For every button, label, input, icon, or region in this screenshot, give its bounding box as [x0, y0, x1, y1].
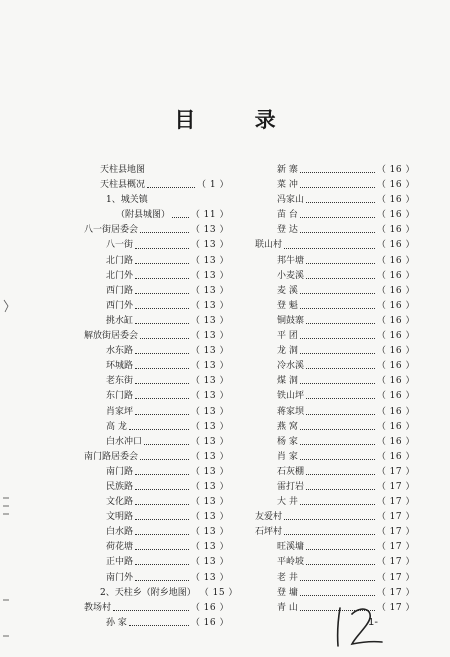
- toc-entry-label: 南门路: [106, 466, 134, 477]
- toc-entry: [255, 223, 415, 238]
- toc-entry-page: （ 13 ）: [190, 240, 229, 251]
- toc-entry: [84, 525, 229, 540]
- dot-leader: [135, 534, 189, 535]
- dot-leader: [172, 217, 189, 218]
- toc-entry: [255, 374, 415, 389]
- toc-entry-label: 冯家山: [277, 195, 305, 206]
- toc-entry-page: （ 17 ）: [376, 527, 415, 538]
- toc-entry-page: （ 16 ）: [376, 315, 415, 326]
- toc-entry-label: 铜鼓寨: [277, 315, 305, 326]
- toc-entry: [255, 178, 415, 193]
- dot-leader: [135, 248, 189, 249]
- toc-entry-label: 登 达: [277, 225, 298, 236]
- toc-entry-page: （ 16 ）: [190, 617, 229, 628]
- toc-entry-page: （ 13 ）: [190, 481, 229, 492]
- toc-entry: [84, 480, 229, 495]
- dot-leader: [135, 293, 189, 294]
- toc-entry: [255, 254, 415, 269]
- dot-leader: [300, 293, 375, 294]
- toc-entry-page: （ 16 ）: [376, 240, 415, 251]
- toc-entry-label: 蒋家坝: [277, 406, 305, 417]
- toc-entry-label: 铁山坪: [277, 391, 305, 402]
- toc-entry: [255, 405, 415, 420]
- toc-entry-label: 北门路: [106, 255, 134, 266]
- toc-entry-label: 燕 窝: [277, 421, 298, 432]
- toc-entry: [84, 163, 229, 178]
- dot-leader: [306, 474, 375, 475]
- dot-leader: [113, 610, 189, 611]
- toc-entry: [84, 344, 229, 359]
- toc-entry: [84, 193, 229, 208]
- toc-entry: [84, 601, 229, 616]
- toc-entry-page: （ 16 ）: [376, 331, 415, 342]
- toc-entry-label: 南门路居委会: [84, 451, 139, 462]
- dot-leader: [135, 414, 189, 415]
- toc-entry-page: （ 17 ）: [376, 557, 415, 568]
- toc-entry-page: （ 13 ）: [190, 466, 229, 477]
- toc-entry-label: 联山村: [255, 240, 283, 251]
- toc-entry-label: 龙 洞: [277, 346, 298, 357]
- dot-leader: [300, 459, 375, 460]
- toc-entry-page: （ 16 ）: [376, 195, 415, 206]
- toc-entry-label: 小麦溪: [277, 270, 305, 281]
- toc-entry-label: 旺溪墉: [277, 542, 305, 553]
- dot-leader: [135, 353, 189, 354]
- toc-entry: [255, 193, 415, 208]
- toc-entry: [255, 465, 415, 480]
- toc-entry: [255, 495, 415, 510]
- dot-leader: [300, 383, 375, 384]
- toc-entry-label: 高 龙: [106, 421, 127, 432]
- toc-entry: [84, 616, 229, 631]
- toc-entry: [84, 314, 229, 329]
- toc-entry: [255, 510, 415, 525]
- toc-entry-label: 孙 家: [106, 617, 127, 628]
- toc-entry: [255, 329, 415, 344]
- toc-entry-page: （ 16 ）: [376, 210, 415, 221]
- toc-entry-label: 青 山: [277, 602, 298, 613]
- toc-entry-page: （ 13 ）: [190, 512, 229, 523]
- dot-leader: [306, 549, 375, 550]
- dot-leader: [135, 564, 189, 565]
- toc-entry: [255, 344, 415, 359]
- dot-leader: [135, 504, 189, 505]
- toc-entry-page: （ 13 ）: [190, 376, 229, 387]
- dot-leader: [135, 489, 189, 490]
- dot-leader: [300, 504, 375, 505]
- toc-entry-page: （ 11 ）: [190, 210, 229, 221]
- toc-entry-label: 北门外: [106, 270, 134, 281]
- dot-leader: [284, 534, 375, 535]
- dot-leader: [306, 278, 375, 279]
- toc-entry: [255, 208, 415, 223]
- toc-entry: [255, 284, 415, 299]
- dot-leader: [135, 549, 189, 550]
- toc-entry-label: 友爱村: [255, 512, 283, 523]
- toc-entry: [255, 480, 415, 495]
- toc-entry-label: 文化路: [106, 497, 134, 508]
- dot-leader: [135, 383, 189, 384]
- toc-entry: [84, 269, 229, 284]
- toc-entry-page: （ 13 ）: [190, 361, 229, 372]
- toc-entry: [84, 359, 229, 374]
- page-title: 目 录: [174, 107, 302, 132]
- toc-entry: [255, 555, 415, 570]
- toc-entry-page: （ 13 ）: [190, 527, 229, 538]
- toc-entry-page: （ 13 ）: [190, 406, 229, 417]
- toc-entry-label: 登 墉: [277, 587, 298, 598]
- toc-entry-label: 白水路: [106, 527, 134, 538]
- toc-entry-label: 八一街居委会: [84, 225, 139, 236]
- toc-entry-page: （ 13 ）: [190, 225, 229, 236]
- dot-leader: [300, 338, 375, 339]
- toc-entry-page: （ 13 ）: [190, 436, 229, 447]
- toc-entry: [255, 238, 415, 253]
- toc-entry-label: 民族路: [106, 481, 134, 492]
- toc-entry-page: （ 13 ）: [190, 285, 229, 296]
- toc-entry: [84, 571, 229, 586]
- dot-leader: [300, 187, 375, 188]
- toc-entry: [255, 435, 415, 450]
- toc-entry: [255, 359, 415, 374]
- toc-entry-label: 解放街居委会: [84, 331, 139, 342]
- toc-entry: [84, 405, 229, 420]
- toc-entry-page: （ 17 ）: [376, 481, 415, 492]
- dot-leader: [300, 444, 375, 445]
- dot-leader: [300, 429, 375, 430]
- toc-entry-label: 挑水缸: [106, 315, 134, 326]
- toc-entry-label: （附县城图）: [116, 210, 171, 221]
- toc-entry: [255, 299, 415, 314]
- dot-leader: [300, 353, 375, 354]
- toc-entry-label: 麦 溪: [277, 285, 298, 296]
- dot-leader: [306, 368, 375, 369]
- toc-entry-label: 环城路: [106, 361, 134, 372]
- toc-entry: [84, 495, 229, 510]
- toc-entry-label: 荷花塘: [106, 542, 134, 553]
- toc-entry: [84, 389, 229, 404]
- dot-leader: [135, 308, 189, 309]
- toc-entry: [84, 299, 229, 314]
- toc-entry-page: （ 13 ）: [190, 542, 229, 553]
- dot-leader: [140, 459, 189, 460]
- dot-leader: [306, 202, 375, 203]
- toc-entry-page: （ 16 ）: [376, 285, 415, 296]
- dot-leader: [300, 595, 375, 596]
- toc-entry-page: （ 17 ）: [376, 602, 415, 613]
- toc-entry-label: 菜 冲: [277, 180, 298, 191]
- toc-entry: [84, 540, 229, 555]
- toc-entry-page: （ 13 ）: [190, 331, 229, 342]
- toc-entry: [84, 208, 229, 223]
- toc-entry-page: （ 13 ）: [190, 255, 229, 266]
- dot-leader: [144, 444, 189, 445]
- toc-entry: [255, 571, 415, 586]
- toc-entry-page: （ 13 ）: [190, 451, 229, 462]
- dot-leader: [135, 398, 189, 399]
- toc-entry: [255, 540, 415, 555]
- toc-entry-label: 白水冲口: [106, 436, 143, 447]
- toc-entry: [255, 389, 415, 404]
- toc-entry-page: （ 16 ）: [376, 406, 415, 417]
- dot-leader: [135, 323, 189, 324]
- toc-entry: [255, 450, 415, 465]
- toc-entry-page: （ 13 ）: [190, 346, 229, 357]
- toc-entry-page: （ 17 ）: [376, 587, 415, 598]
- toc-left-column: [84, 163, 238, 631]
- toc-entry-label: 西门路: [106, 285, 134, 296]
- toc-entry: [84, 374, 229, 389]
- dot-leader: [300, 308, 375, 309]
- toc-entry: [255, 420, 415, 435]
- dot-leader: [306, 398, 375, 399]
- dot-leader: [140, 338, 189, 339]
- toc-entry: [84, 420, 229, 435]
- toc-entry-page: （ 16 ）: [376, 346, 415, 357]
- toc-entry: [84, 450, 229, 465]
- toc-entry-label: 肖 家: [277, 451, 298, 462]
- toc-entry-page: （ 16 ）: [376, 225, 415, 236]
- toc-entry-label: 平岭坡: [277, 557, 305, 568]
- dot-leader: [300, 580, 375, 581]
- toc-entry-label: 天柱县地图: [100, 165, 146, 175]
- toc-entry-label: 登 魁: [277, 300, 298, 311]
- toc-entry-label: 文明路: [106, 512, 134, 523]
- toc-entry: [84, 254, 229, 269]
- toc-entry-label: 南门外: [106, 572, 134, 583]
- toc-entry-label: 煤 洞: [277, 376, 298, 387]
- toc-entry-label: 新 寨: [277, 165, 298, 175]
- dot-leader: [306, 263, 375, 264]
- toc-entry-page: （ 15 ）: [199, 587, 238, 598]
- toc-entry: [84, 435, 229, 450]
- toc-entry-label: 肖家坪: [106, 406, 134, 417]
- toc-entry-label: 2、天柱乡（附乡地图）: [100, 587, 196, 598]
- toc-entry-label: 正中路: [106, 557, 134, 568]
- toc-entry-label: 东门路: [106, 391, 134, 402]
- toc-entry-page: （ 17 ）: [376, 542, 415, 553]
- toc-entry-page: （ 16 ）: [376, 421, 415, 432]
- dot-leader: [300, 232, 375, 233]
- dot-leader: [284, 519, 375, 520]
- toc-entry: [84, 238, 229, 253]
- toc-entry-label: 石灰棚: [277, 466, 305, 477]
- toc-entry-page: （ 13 ）: [190, 270, 229, 281]
- toc-entry: [84, 510, 229, 525]
- dot-leader: [306, 564, 375, 565]
- dot-leader: [135, 580, 189, 581]
- dot-leader: [129, 429, 189, 430]
- toc-entry-label: 杨 家: [277, 436, 298, 447]
- toc-entry-label: 西门外: [106, 300, 134, 311]
- toc-entry: [255, 163, 415, 178]
- toc-entry-page: （ 13 ）: [190, 497, 229, 508]
- toc-entry-page: （ 16 ）: [376, 436, 415, 447]
- toc-entry-page: （ 16 ）: [376, 451, 415, 462]
- toc-entry-label: 雷打岩: [277, 481, 305, 492]
- toc-entry-page: （ 16 ）: [376, 255, 415, 266]
- toc-entry-page: （ 13 ）: [190, 572, 229, 583]
- toc-entry: [255, 314, 415, 329]
- dot-leader: [300, 172, 375, 173]
- dot-leader: [306, 414, 375, 415]
- toc-entry-page: （ 1 ）: [197, 180, 229, 191]
- dot-leader: [135, 519, 189, 520]
- toc-entry-label: 苗 台: [277, 210, 298, 221]
- toc-entry-label: 邦牛塘: [277, 255, 305, 266]
- toc-entry-page: （ 13 ）: [190, 315, 229, 326]
- toc-entry: [84, 284, 229, 299]
- toc-entry-page: （ 13 ）: [190, 300, 229, 311]
- dot-leader: [135, 263, 189, 264]
- dot-leader: [135, 278, 189, 279]
- toc-entry-page: （ 17 ）: [376, 512, 415, 523]
- toc-entry: [84, 178, 229, 193]
- toc-entry-page: （ 16 ）: [376, 270, 415, 281]
- toc-entry-label: 天柱县概况: [100, 180, 146, 191]
- toc-entry-page: （ 16 ）: [376, 165, 415, 175]
- dot-leader: [306, 323, 375, 324]
- handwritten-page-mark: [330, 600, 390, 650]
- toc-entry-page: （ 17 ）: [376, 572, 415, 583]
- dot-leader: [140, 232, 189, 233]
- toc-entry-label: 老东街: [106, 376, 134, 387]
- toc-right-column: [255, 163, 415, 616]
- toc-entry: [255, 586, 415, 601]
- toc-entry: [84, 223, 229, 238]
- toc-entry-label: 水东路: [106, 346, 134, 357]
- dot-leader: [300, 217, 375, 218]
- toc-entry-label: 大 井: [277, 497, 298, 508]
- toc-entry: [84, 329, 229, 344]
- binding-edge-marks: [0, 0, 12, 657]
- toc-entry-page: （ 16 ）: [376, 376, 415, 387]
- toc-entry-page: （ 16 ）: [376, 180, 415, 191]
- toc-entry-page: （ 16 ）: [190, 602, 229, 613]
- dot-leader: [306, 489, 375, 490]
- toc-entry: [84, 465, 229, 480]
- toc-entry-label: 教场村: [84, 602, 112, 613]
- dot-leader: [135, 474, 189, 475]
- dot-leader: [147, 187, 195, 188]
- toc-entry-page: （ 16 ）: [376, 361, 415, 372]
- toc-entry: [255, 269, 415, 284]
- toc-entry-label: 平 团: [277, 331, 298, 342]
- toc-entry-page: （ 13 ）: [190, 557, 229, 568]
- toc-entry-page: （ 13 ）: [190, 421, 229, 432]
- toc-entry-page: （ 17 ）: [376, 497, 415, 508]
- dot-leader: [284, 248, 375, 249]
- toc-entry-label: 冷水溪: [277, 361, 305, 372]
- toc-entry-label: 石坪村: [255, 527, 283, 538]
- toc-entry-page: （ 17 ）: [376, 466, 415, 477]
- toc-entry-label: 八一街: [106, 240, 134, 251]
- toc-entry-page: （ 16 ）: [376, 300, 415, 311]
- dot-leader: [129, 625, 189, 626]
- page-number: 1-: [368, 617, 378, 628]
- dot-leader: [135, 368, 189, 369]
- toc-entry-page: （ 16 ）: [376, 391, 415, 402]
- toc-entry-label: 老 井: [277, 572, 298, 583]
- toc-entry-page: （ 13 ）: [190, 391, 229, 402]
- toc-entry-label: 1、城关镇: [106, 195, 148, 206]
- toc-entry: [84, 555, 229, 570]
- toc-entry: [255, 525, 415, 540]
- toc-entry: [84, 586, 238, 601]
